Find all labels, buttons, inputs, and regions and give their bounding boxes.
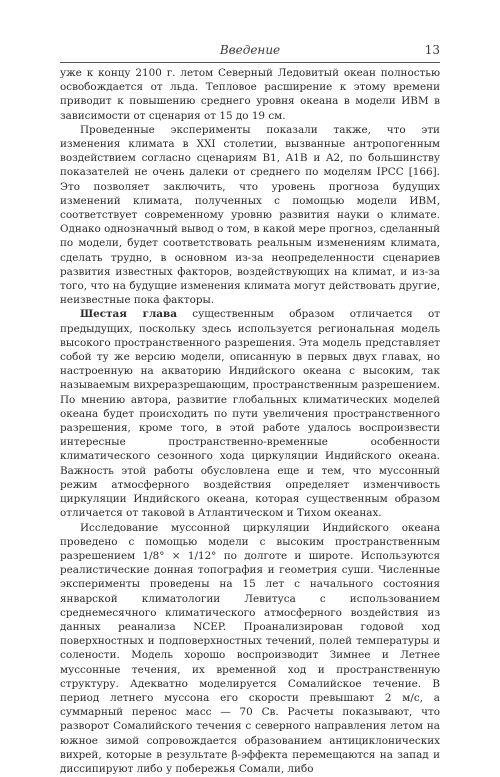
chapter-six-lead: Шестая глава xyxy=(80,308,177,321)
running-head xyxy=(60,42,440,58)
header-rule xyxy=(60,62,440,63)
paragraph-experiments: Проведенные эксперименты показали также, что эти изменения климата в XXI столетии, вызванные антропогенным воздействием согласно сценариям B1, A1B и A2, по большинству показателей не очень далеки от среднего по моделям IPCC [166]. Это позволяет заключить, что уровень прогноза будущих изменений климата, полученных с помощью модели ИВМ, соответствует современному уровню развития науки о климате. Однако однозначный вывод о том, в какой мере прогноз, сделанный по модели, будет соответствовать реальным изменениям климата, сделать трудно, в основном из-за неопределенности сценариев развития известных факторов, воздействующих на климат, и из-за того, что на будущие изменения климата могут действовать другие, неизвестные пока факторы. xyxy=(60,123,440,307)
paragraph-continuation: уже к концу 2100 г. летом Северный Ледовитый океан полностью освобождается от льда. Тепловое расширение к этому времени приводит к повышению среднего уровня океана в модели ИВМ в зависимости от сценария от 15 до 19 см. xyxy=(60,67,440,122)
paragraph-chapter-six xyxy=(60,307,440,520)
running-title: Введение xyxy=(219,43,281,57)
chapter-six-text: существенным образом отличается от предыдущих, поскольку здесь используется региональная модель высокого пространственного разрешения. Эта модель представляет собой ту же версию модели, описанную в первых двух главах, но настроенную на акваторию Индийского океана с высоким, так называемым вихреразрешающим, пространственным разрешением. По мнению автора, развитие глобальных климатических моделей океана будет происходить по пути увеличения пространственного разрешения, кроме того, в этой работе удалось воспроизвести интересные пространственно-временные особенности климатического сезонного хода циркуляции Индийского океана. Важность этой работы обусловлена еще и тем, что муссонный режим атмосферного воздействия определяет изменчивость циркуляции Индийского океана, которая существенным образом отличается от таковой в Атлантическом и Тихом океанах. xyxy=(60,308,440,520)
page-number: 13 xyxy=(424,43,440,57)
paragraph-monsoon-study: Исследование муссонной циркуляции Индийского океана проведено с помощью модели с высоким пространственным разрешением 1/8° × 1/12° по долготе и широте. Используются реалистические донная топография и геометрия суши. Численные эксперименты проведены на 15 лет с начального состояния январской климатологии Левитуса с использованием среднемесячного климатического атмосферного воздействия из данных реанализа NCEP. Проанализирован годовой ход поверхностных и подповерхностных течений, полей температуры и солености. Модель хорошо воспроизводит Зимнее и Летнее муссонные течения, их временной ход и пространственную структуру. Адекватно моделируется Сомалийское течение. В период летнего муссона его скорости превышают 2 м/с, а суммарный перенос масс — 70 Св. Расчеты показывают, что разворот Сомалийского течения с северного направления летом на южное зимой сопровождается образованием антициклонических вихрей, которые в результате β-эффекта перемещаются на запад и диссипируют либо у побережья Сомали, либо xyxy=(60,521,440,775)
body-text xyxy=(60,66,440,776)
